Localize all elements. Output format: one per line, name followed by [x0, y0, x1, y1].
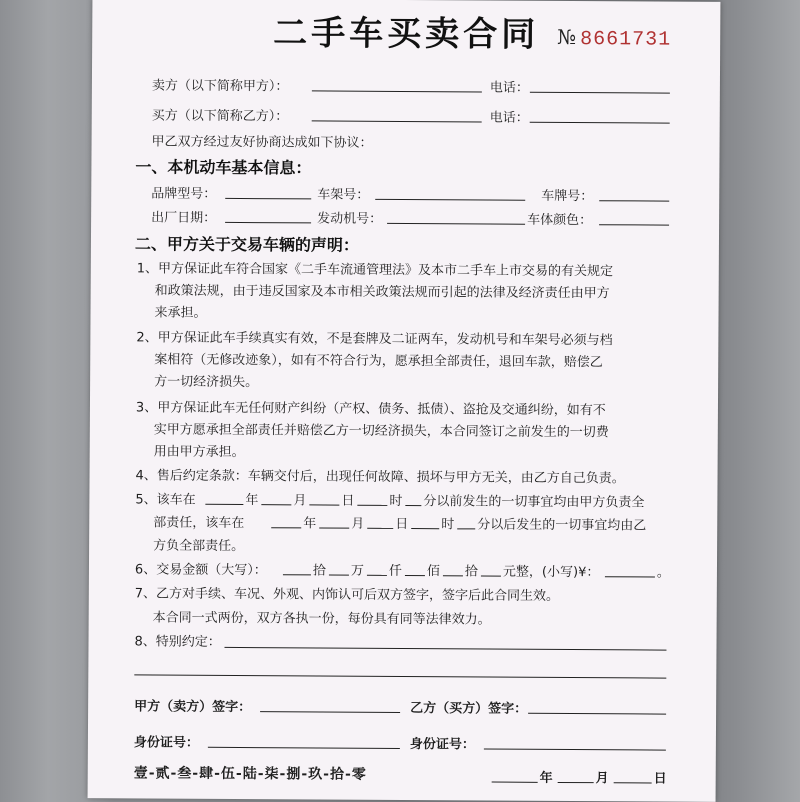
contract-sheet — [88, 0, 721, 802]
clause5-day2-field[interactable] — [367, 528, 393, 529]
contract-title: 二手车买卖合同 — [273, 13, 540, 55]
date-month-field[interactable] — [558, 782, 594, 783]
special-terms-line1[interactable] — [224, 647, 666, 651]
clause5-text4: 方负全部责任。 — [153, 538, 245, 555]
brand-label: 品牌型号： — [151, 186, 217, 202]
amount-wan-field[interactable] — [329, 575, 349, 576]
clause3-line1: 3、甲方保证此车无任何财产纠纷（产权、债务、抵债）、盗抢及交通纠纷，如有不 — [135, 400, 606, 419]
amount-shi-wan-label: 拾 — [312, 563, 327, 579]
plate-field[interactable] — [599, 200, 669, 201]
agreement-intro: 甲乙双方经过友好协商达成如下协议： — [151, 134, 373, 151]
amount-lowercase-field[interactable] — [605, 576, 655, 577]
clause5-hour2-label: 时 — [441, 517, 455, 533]
seller-name-field[interactable] — [312, 90, 482, 92]
clause7: 7、乙方对手续、车况、外观、内饰认可后双方签字，签字后此合同生效。 — [134, 586, 560, 604]
clause1-line2: 和政策法规，由于违反国家及本市相关政策法规而引起的法律及经济责任由甲方 — [154, 283, 610, 302]
amount-shi-label: 拾 — [464, 564, 479, 580]
clause5-minute2-field[interactable] — [457, 528, 475, 529]
factory-date-field[interactable] — [225, 222, 311, 224]
date-year-field[interactable] — [492, 782, 538, 783]
clause5-month1-label: 月 — [293, 493, 307, 509]
clause3-line2: 实甲方愿承担全部责任并赔偿乙方一切经济损失，本合同签订之前发生的一切费 — [153, 422, 609, 441]
amount-bai-label: 佰 — [426, 564, 441, 580]
color-label: 车体颜色： — [527, 212, 593, 229]
amount-qian-label: 仟 — [388, 563, 403, 579]
date-day-field[interactable] — [614, 782, 652, 783]
clause5-year1-label: 年 — [245, 493, 259, 509]
chinese-numerals-reference: 壹-贰-叁-肆-伍-陆-柒-捌-玖-拾-零 — [133, 765, 367, 783]
date-day-label: 日 — [653, 771, 667, 787]
clause5-prefix: 5、该车在 — [135, 492, 196, 508]
engine-field[interactable] — [387, 223, 525, 225]
amount-qian-field[interactable] — [367, 575, 387, 576]
clause4: 4、售后约定条款：车辆交付后，出现任何故障、损坏与甲方无关，由乙方自己负责。 — [135, 468, 625, 487]
buyer-id-label: 身份证号： — [409, 737, 475, 753]
seller-signature-field[interactable] — [260, 711, 400, 713]
clause5-text3: 分以后发生的一切事宜均由乙 — [477, 517, 647, 534]
amount-shi-field[interactable] — [443, 575, 463, 576]
clause2-line3: 方一切经济损失。 — [154, 374, 259, 391]
clause5-year1-field[interactable] — [205, 504, 243, 505]
clause5-month2-field[interactable] — [319, 527, 349, 528]
brand-field[interactable] — [225, 198, 311, 200]
clause2-line2: 案相符（无修改迹象），如有不符合行为，愿承担全部责任，退回车款，赔偿乙 — [154, 352, 603, 371]
clause5-day1-field[interactable] — [309, 504, 339, 505]
clause5-text2: 部责任，该车在 — [153, 515, 245, 532]
seller-signature-label: 甲方（卖方）签字： — [134, 699, 252, 716]
clause5-minute1-field[interactable] — [405, 505, 421, 506]
buyer-phone-field[interactable] — [530, 122, 670, 124]
buyer-id-field[interactable] — [484, 748, 666, 750]
seller-id-field[interactable] — [208, 747, 400, 749]
clause5-day2-label: 日 — [395, 516, 409, 533]
factory-date-label: 出厂日期： — [151, 210, 217, 226]
section1-heading: 一、本机动车基本信息： — [135, 157, 312, 178]
engine-label: 发动机号： — [317, 211, 383, 227]
amount-shi-wan-field[interactable] — [283, 574, 311, 575]
serial-prefix: № — [557, 24, 577, 50]
special-terms-line2[interactable] — [134, 674, 666, 678]
clause5-year2-field[interactable] — [271, 527, 301, 528]
clause1-line3: 来承担。 — [154, 305, 207, 321]
clause1-line1: 1、甲方保证此车符合国家《二手车流通管理法》及本市二手车上市交易的有关规定 — [136, 261, 614, 280]
clause5-day1-label: 日 — [341, 493, 355, 509]
amount-wan-label: 万 — [350, 563, 365, 579]
amount-lowercase-label: 元整，(小写)¥： — [502, 564, 600, 581]
section2-heading: 二、甲方关于交易车辆的声明： — [134, 234, 360, 255]
amount-bai-field[interactable] — [405, 575, 425, 576]
clause5-year2-label: 年 — [303, 516, 317, 532]
buyer-label: 买方（以下简称乙方）： — [151, 108, 289, 125]
clause6-period: 。 — [656, 565, 671, 581]
seller-phone-field[interactable] — [530, 92, 670, 94]
date-year-label: 年 — [539, 770, 553, 786]
seller-phone-label: 电话： — [489, 80, 529, 96]
amount-yuan-field[interactable] — [481, 575, 501, 576]
frame-label: 车架号： — [317, 187, 370, 203]
clause5-text1: 分以前发生的一切事宜均由甲方负责全 — [423, 494, 645, 511]
clause5-hour2-field[interactable] — [411, 528, 439, 529]
seller-id-label: 身份证号： — [133, 735, 199, 751]
color-field[interactable] — [599, 224, 669, 225]
clause2-line1: 2、甲方保证此车手续真实有效，不是套牌及二证两车，发动机号和车架号必须与档 — [136, 330, 613, 349]
buyer-signature-field[interactable] — [528, 713, 666, 715]
date-month-label: 月 — [595, 771, 609, 787]
serial-number — [557, 25, 671, 52]
buyer-signature-label: 乙方（买方）签字： — [410, 701, 528, 717]
clause8-label: 8、特别约定： — [134, 634, 221, 650]
seller-label: 卖方（以下简称甲方）： — [151, 78, 289, 95]
buyer-phone-label: 电话： — [489, 110, 529, 126]
clause5-hour1-label: 时 — [389, 493, 403, 509]
clause6-prefix: 6、交易金额（大写）： — [134, 562, 267, 579]
serial-value: 8661731 — [580, 28, 672, 52]
clause5-month2-label: 月 — [351, 516, 365, 532]
copies-note: 本合同一式两份，双方各执一份，每份具有同等法律效力。 — [152, 610, 491, 628]
clause5-hour1-field[interactable] — [357, 505, 387, 506]
buyer-name-field[interactable] — [312, 120, 482, 122]
frame-field[interactable] — [375, 199, 525, 201]
clause5-month1-field[interactable] — [261, 504, 291, 505]
clause3-line3: 用由甲方承担。 — [153, 444, 245, 461]
plate-label: 车牌号： — [541, 188, 594, 205]
